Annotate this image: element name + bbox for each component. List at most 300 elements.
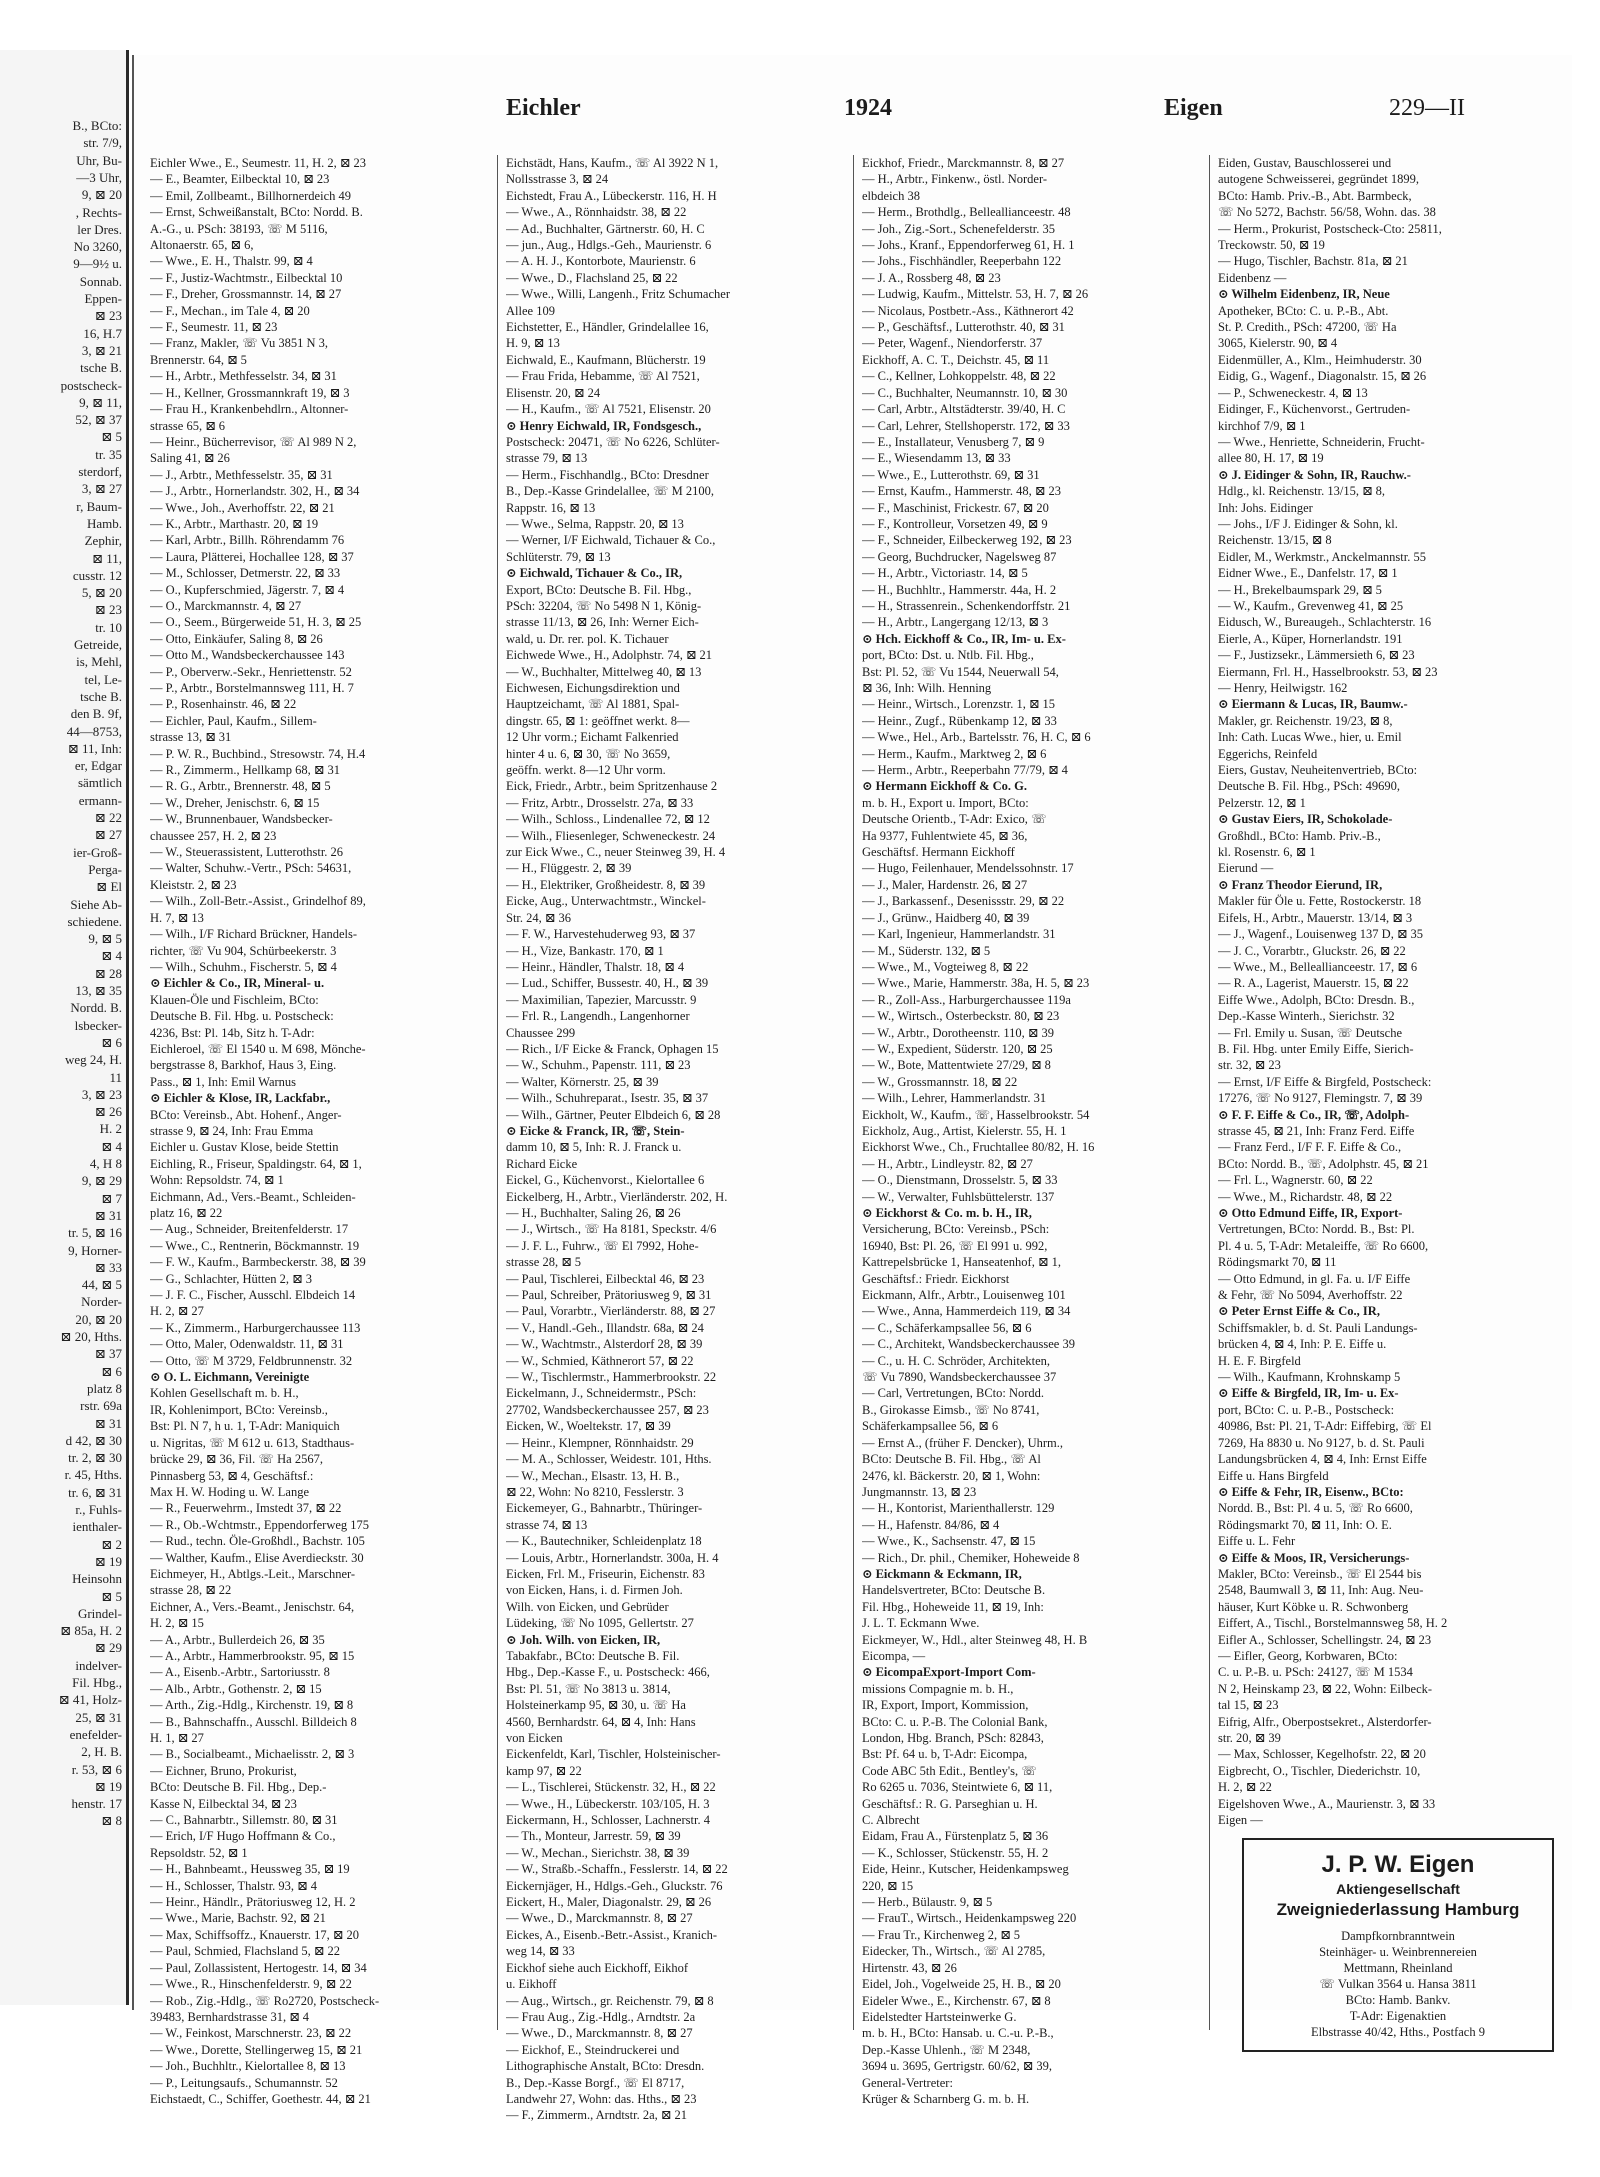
directory-entry: Eickes, A., Eisenb.-Betr.-Assist., Kranich-: [506, 1927, 718, 1942]
directory-entry: — Wilh., Fliesenleger, Schweneckestr. 24: [506, 828, 716, 843]
directory-entry: — F., Kontrolleur, Vorsetzen 49, ⊠ 9: [862, 516, 1048, 531]
directory-entry: ⊙ Eichler & Co., IR, Mineral- u.: [150, 976, 325, 991]
directory-entry: Geschäftsf.: R. G. Parseghian u. H.: [862, 1796, 1038, 1811]
directory-entry: BCto: Hamb. Priv.-B., Abt. Barmbeck,: [1218, 188, 1412, 203]
previous-page-fragment: 3, ⊠ 23: [81, 1086, 122, 1102]
header-page-number: 229—II: [1389, 95, 1465, 121]
previous-page-fragment: str. 7/9,: [83, 135, 122, 151]
previous-page-fragment: ermann-: [78, 792, 122, 808]
directory-page: [132, 55, 1572, 2123]
directory-entry: BCto: C. u. P.-B. The Colonial Bank,: [862, 1714, 1048, 1729]
directory-entry: — Herm., Prokurist, Postscheck-Cto: 25811,: [1218, 221, 1442, 236]
previous-page-fragment: 3, ⊠ 27: [81, 481, 122, 497]
directory-entry: Eiffert, A., Tischl., Borstelmannsweg 58, H. 2: [1218, 1616, 1448, 1631]
directory-entry: — Wwe., Hel., Arb., Bartelsstr. 76, H. C, ⊠ 6: [862, 730, 1091, 745]
directory-entry: — Rud., techn. Öle-Großhdl., Bachstr. 105: [150, 1534, 365, 1549]
previous-page-fragment: ⊠ 37: [94, 1346, 122, 1362]
directory-entry: damm 10, ⊠ 5, Inh: R. J. Franck u.: [506, 1140, 682, 1155]
previous-page-fragment: ⊠ 33: [94, 1259, 122, 1275]
directory-entry: Eiffe u. L. Fehr: [1218, 1534, 1296, 1549]
previous-page-fragment: 3, ⊠ 21: [81, 342, 122, 358]
directory-entry: — J. F. C., Fischer, Ausschl. Elbdeich 14: [150, 1288, 356, 1303]
directory-entry: — W., Schmied, Käthnerort 57, ⊠ 22: [506, 1353, 694, 1368]
directory-entry: — Rich., I/F Eicke & Franck, Ophagen 15: [506, 1041, 719, 1056]
directory-entry: — Emil, Zollbeamt., Billhornerdeich 49: [150, 188, 352, 203]
previous-page-fragment: Grindel-: [77, 1605, 122, 1621]
directory-entry: — Otto, Maler, Odenwaldstr. 11, ⊠ 31: [150, 1337, 344, 1352]
directory-entry: Saling 41, ⊠ 26: [150, 451, 230, 466]
directory-entry: Pinnasberg 53, ⊠ 4, Geschäftsf.:: [150, 1468, 314, 1483]
directory-entry: Eicken, W., Woeltekstr. 17, ⊠ 39: [506, 1419, 671, 1434]
previous-page-fragment: platz 8: [86, 1380, 122, 1396]
previous-page-fragment: 13, ⊠ 35: [75, 983, 122, 998]
directory-entry: Eichstedt, Frau A., Lübeckerstr. 116, H. H: [506, 188, 717, 203]
ad-company-type: Aktiengesellschaft: [1336, 1881, 1460, 1898]
directory-entry: — Heinr., Zugf., Rübenkamp 12, ⊠ 33: [862, 713, 1057, 728]
directory-entry: — Wwe., D., Marckmannstr. 8, ⊠ 27: [506, 1911, 693, 1926]
directory-entry: Hauptzeichamt, ☏ Al 1881, Spal-: [506, 697, 680, 712]
directory-entry: — Eichler, Paul, Kaufm., Sillem-: [150, 713, 317, 728]
directory-entry: — A. H. J., Kontorbote, Maurienstr. 6: [506, 254, 696, 269]
directory-entry: — K., Bautechniker, Schleidenplatz 18: [506, 1534, 702, 1549]
previous-page-fragment: Zephir,: [84, 533, 122, 549]
directory-entry: Holsteinerkamp 95, ⊠ 30, u. ☏ Ha: [506, 1698, 686, 1713]
directory-entry: — J., Wirtsch., ☏ Ha 8181, Speckstr. 4/6: [506, 1222, 717, 1237]
previous-page-fragment: ⊠ 20, Hths.: [60, 1329, 122, 1344]
directory-entry: — Herm., Kaufm., Marktweg 2, ⊠ 6: [862, 746, 1047, 761]
directory-entry: — W., Feinkost, Marschnerstr. 23, ⊠ 22: [150, 2026, 352, 2041]
previous-page-fragment: ⊠ 6: [101, 1363, 122, 1379]
directory-entry: Makler, BCto: Vereinsb., ☏ El 2544 bis: [1218, 1566, 1422, 1581]
directory-entry: J. L. T. Eckmann Wwe.: [862, 1616, 980, 1631]
directory-entry: — Carl, Lehrer, Stellshoperstr. 172, ⊠ 33: [862, 418, 1070, 433]
directory-entry: weg 14, ⊠ 33: [506, 1944, 575, 1959]
directory-entry: Eichwald, E., Kaufmann, Blücherstr. 19: [506, 352, 706, 367]
directory-entry: Eiffe Wwe., Adolph, BCto: Dresdn. B.,: [1218, 992, 1415, 1007]
directory-entry: — W., Dreher, Jenischstr. 6, ⊠ 15: [150, 795, 320, 810]
previous-page-fragment: schiedene.: [67, 913, 122, 929]
previous-page-fragment: tr. 2, ⊠ 30: [68, 1450, 122, 1466]
directory-entry: — Walter, Schuhw.-Vertr., PSch: 54631,: [150, 861, 352, 876]
directory-entry: B., Girokasse Eimsb., ☏ No 8741,: [862, 1402, 1040, 1417]
directory-entry: von Eicken: [506, 1731, 563, 1745]
directory-entry: — Frau Frida, Hebamme, ☏ Al 7521,: [506, 369, 700, 384]
directory-entry: str. 32, ⊠ 23: [1218, 1058, 1281, 1073]
directory-entry: — Wilh., Schuhm., Fischerstr. 5, ⊠ 4: [150, 959, 337, 974]
directory-entry: kirchhof 7/9, ⊠ 1: [1218, 418, 1306, 433]
directory-entry: Reichenstr. 13/15, ⊠ 8: [1218, 533, 1332, 548]
directory-entry: — jun., Aug., Hdlgs.-Geh., Maurienstr. 6: [506, 238, 712, 253]
directory-entry: — Wwe., E. H., Thalstr. 99, ⊠ 4: [150, 254, 313, 269]
directory-entry: Eichstaedt, C., Schiffer, Goethestr. 44, ⊠ 21: [150, 2091, 371, 2106]
directory-entry: ⊙ Henry Eichwald, IR, Fondsgesch.,: [506, 418, 702, 433]
directory-entry: 3694 u. 3695, Gertrigstr. 60/62, ⊠ 39,: [862, 2059, 1052, 2074]
directory-entry: — J., Grünw., Haidberg 40, ⊠ 39: [862, 910, 1030, 925]
previous-page-fragment: ⊠ 6: [101, 1034, 122, 1050]
directory-entry: Ha 9377, Fuhlentwiete 45, ⊠ 36,: [862, 828, 1028, 843]
directory-entry: — B., Socialbeamt., Michaelisstr. 2, ⊠ 3: [150, 1747, 355, 1762]
directory-entry: — J., Maler, Hardenstr. 26, ⊠ 27: [862, 877, 1028, 892]
directory-entry: — F., Zimmerm., Arndtstr. 2a, ⊠ 21: [506, 2108, 687, 2123]
previous-page-fragment: 52, ⊠ 37: [75, 412, 122, 428]
directory-entry: — Wwe., M., Richardstr. 48, ⊠ 22: [1218, 1189, 1393, 1204]
directory-entry: — H., Schlosser, Thalstr. 93, ⊠ 4: [150, 1878, 318, 1893]
directory-entry: — C., u. H. C. Schröder, Architekten,: [862, 1353, 1051, 1368]
previous-page-fragment: ⊠ 4: [101, 948, 122, 964]
column-1: [150, 155, 490, 2107]
directory-entry: — Georg, Buchdrucker, Nagelsweg 87: [862, 549, 1057, 564]
directory-entry: — H., Arbtr., Finkenw., östl. Norder-: [862, 172, 1048, 187]
directory-entry: u. Nigritas, ☏ M 612 u. 613, Stadthaus-: [150, 1435, 355, 1450]
previous-page-fragment: tr. 35: [95, 446, 122, 462]
directory-entry: Hirtenstr. 43, ⊠ 26: [862, 1960, 957, 1975]
directory-entry: Versicherung, BCto: Vereinsb., PSch:: [862, 1222, 1050, 1237]
directory-entry: missions Compagnie m. b. H.,: [862, 1681, 1014, 1696]
directory-entry: ⊙ Gustav Eiers, IR, Schokolade-: [1218, 812, 1393, 827]
directory-entry: Eickmann, Alfr., Arbtr., Louisenweg 101: [862, 1288, 1066, 1303]
previous-page-fragment: r. 45, Hths.: [64, 1467, 122, 1483]
previous-page-fragment: 9, ⊠ 29: [81, 1173, 122, 1189]
directory-entry: Eicompa, —: [862, 1648, 926, 1663]
directory-entry: Eickholz, Aug., Artist, Kielerstr. 55, H. 1: [862, 1123, 1067, 1138]
directory-entry: Eierle, A., Küper, Hornerlandstr. 191: [1218, 631, 1403, 646]
directory-entry: — Herm., Brothdlg., Belleallianceestr. 48: [862, 205, 1071, 220]
directory-entry: — F. W., Harvestehuderweg 93, ⊠ 37: [506, 927, 696, 942]
directory-entry: — Wwe., Dorette, Stellingerweg 15, ⊠ 21: [150, 2042, 363, 2057]
ad-line: T-Adr: Eigenaktien: [1349, 2009, 1447, 2024]
directory-entry: — FrauT., Wirtsch., Heidenkampsweg 220: [862, 1911, 1077, 1926]
directory-entry: — H., Kontorist, Marienthallerstr. 129: [862, 1501, 1055, 1516]
directory-entry: — Otto M., Wandsbeckerchaussee 143: [150, 648, 345, 663]
directory-entry: — Ernst A., (früher F. Dencker), Uhrm.,: [862, 1435, 1064, 1450]
previous-page-fragment: ⊠ 31: [94, 1207, 122, 1223]
directory-entry: Wilh. von Eicken, und Gebrüder: [506, 1599, 669, 1614]
directory-entry: Eiffe u. Hans Birgfeld: [1218, 1468, 1329, 1483]
directory-entry: Schiffsmakler, b. d. St. Pauli Landungs-: [1218, 1320, 1418, 1335]
directory-entry: elbdeich 38: [862, 188, 920, 203]
directory-entry: Pl. 4 u. 5, T-Adr: Metaleiffe, ☏ Ro 6600,: [1218, 1238, 1429, 1253]
directory-entry: Max H. W. Hoding u. W. Lange: [150, 1484, 310, 1499]
directory-entry: — H., Buchhltr., Hammerstr. 44a, H. 2: [862, 582, 1057, 597]
directory-entry: ⊙ Joh. Wilh. von Eicken, IR,: [506, 1632, 661, 1647]
directory-entry: häuser, Kurt Köbke u. R. Schwonberg: [1218, 1599, 1409, 1614]
directory-entry: — Eichner, Bruno, Prokurist,: [150, 1763, 297, 1778]
previous-page-fragment: is, Mehl,: [76, 654, 122, 670]
directory-entry: Bst: Pf. 64 u. b, T-Adr: Eicompa,: [862, 1747, 1028, 1762]
directory-entry: A.-G., u. PSch: 38193, ☏ M 5116,: [150, 221, 328, 236]
directory-entry: Lüdeking, ☏ No 1095, Gellertstr. 27: [506, 1616, 694, 1631]
directory-entry: Eichwede Wwe., H., Adolphstr. 74, ⊠ 21: [506, 648, 713, 663]
directory-entry: von Eicken, Hans, i. d. Firmen Joh.: [506, 1583, 683, 1598]
directory-entry: strasse 65, ⊠ 6: [150, 418, 226, 433]
directory-entry: — Rich., Dr. phil., Chemiker, Hoheweide 8: [862, 1550, 1080, 1565]
directory-entry: — P., Geschäftsf., Lutterothstr. 40, ⊠ 31: [862, 320, 1065, 335]
directory-entry: ⊙ Eiffe & Birgfeld, IR, Im- u. Ex-: [1218, 1386, 1399, 1401]
directory-entry: m. b. H., BCto: Hansab. u. C.-u. P.-B.,: [862, 2026, 1054, 2041]
directory-entry: — F., Justizsekr., Lämmersieth 6, ⊠ 23: [1218, 648, 1415, 663]
directory-entry: Postscheck: 20471, ☏ No 6226, Schlüter-: [506, 434, 720, 449]
directory-entry: Eichleroel, ☏ El 1540 u. M 698, Mönche-: [150, 1041, 366, 1056]
previous-page-fragment: ⊠ 27: [94, 827, 122, 843]
directory-entry: Eickhorst Wwe., Ch., Fruchtallee 80/82, H. 16: [862, 1140, 1095, 1155]
directory-entry: — K., Zimmerm., Harburgerchaussee 113: [150, 1320, 361, 1335]
directory-entry: Schäferkampsallee 56, ⊠ 6: [862, 1419, 999, 1434]
directory-entry: & Fehr, ☏ No 5094, Averhoffstr. 22: [1218, 1288, 1403, 1303]
directory-entry: 12 Uhr vorm.; Eichamt Falkenried: [506, 730, 679, 745]
directory-entry: — Wwe., Marie, Hammerstr. 38a, H. 5, ⊠ 23: [862, 976, 1090, 991]
directory-entry: Rödingsmarkt 70, ⊠ 11, Inh: O. E.: [1218, 1517, 1392, 1532]
previous-page-fragment: ⊠ 11,: [92, 550, 122, 566]
directory-entry: brücken 4, ⊠ 4, Inh: P. E. Eiffe u.: [1218, 1337, 1387, 1352]
directory-entry: Treckowstr. 50, ⊠ 19: [1218, 238, 1325, 253]
directory-entry: Geschäftsf.: Friedr. Eickhorst: [862, 1271, 1010, 1286]
directory-entry: H. 2, ⊠ 27: [150, 1304, 204, 1319]
column-4: [1218, 155, 1558, 2052]
directory-entry: — O., Seem., Bürgerweide 51, H. 3, ⊠ 25: [150, 615, 362, 630]
directory-entry: Eichstetter, E., Händler, Grindelallee 16,: [506, 320, 709, 335]
directory-entry: — R., Zimmerm., Hellkamp 68, ⊠ 31: [150, 763, 340, 778]
directory-entry: — M. A., Schlosser, Weidestr. 101, Hths.: [506, 1452, 712, 1467]
directory-entry: Inh: Johs. Eidinger: [1218, 500, 1313, 515]
directory-entry: ⊙ Eiermann & Lucas, IR, Baumw.-: [1218, 697, 1408, 712]
previous-page-fragment: tr. 5, ⊠ 16: [68, 1225, 122, 1241]
directory-entry: wald, u. Dr. rer. pol. K. Tichauer: [506, 631, 669, 646]
directory-entry: port, BCto: Dst. u. Ntlb. Fil. Hbg.,: [862, 648, 1034, 663]
directory-entry: Eick, Friedr., Arbtr., beim Spritzenhause 2: [506, 779, 718, 794]
directory-entry: — Henry, Heilwigstr. 162: [1218, 681, 1348, 695]
previous-page-fragment: 2, H. B.: [81, 1744, 122, 1760]
directory-entry: — R., Feuerwehrm., Imstedt 37, ⊠ 22: [150, 1501, 342, 1516]
previous-page-fragment: ⊠ 11, Inh:: [67, 740, 122, 756]
directory-entry: Eidelstedter Hartsteinwerke G.: [862, 2009, 1017, 2024]
directory-entry: — J. A., Rossberg 48, ⊠ 23: [862, 270, 1001, 285]
directory-entry: H. E. F. Birgfeld: [1218, 1353, 1301, 1368]
directory-entry: — Werner, I/F Eichwald, Tichauer & Co.,: [506, 533, 716, 548]
directory-entry: — Laura, Plätterei, Hochallee 128, ⊠ 37: [150, 549, 354, 564]
directory-entry: C. u. P.-B. u. PSch: 24127, ☏ M 1534: [1218, 1665, 1413, 1680]
previous-page-fragment: den B. 9f,: [70, 706, 122, 722]
ad-line: Dampfkornbranntwein: [1341, 1929, 1455, 1944]
directory-entry: C. Albrecht: [862, 1813, 920, 1828]
previous-page-fragment: No 3260,: [73, 239, 122, 255]
previous-page-fragment: ⊠ 19: [94, 1778, 122, 1794]
directory-entry: — Wwe., A., Rönnhaidstr. 38, ⊠ 22: [506, 205, 687, 220]
directory-entry: H. 2, ⊠ 22: [1218, 1780, 1272, 1795]
directory-entry: Jungmannstr. 13, ⊠ 23: [862, 1484, 977, 1499]
directory-entry: — H., Arbtr., Victoriastr. 14, ⊠ 5: [862, 566, 1028, 581]
directory-entry: — P., Rosenhainstr. 46, ⊠ 22: [150, 697, 297, 712]
directory-entry: 39483, Bernhardstrasse 31, ⊠ 4: [150, 2009, 310, 2024]
previous-page-fragment: ⊠ El: [96, 879, 122, 895]
directory-entry: — H., Strassenrein., Schenkendorffstr. 21: [862, 598, 1071, 613]
directory-entry: Kleiststr. 2, ⊠ 23: [150, 877, 237, 892]
directory-entry: — P., Oberverw.-Sekr., Henriettenstr. 52: [150, 664, 352, 679]
directory-entry: — W., Buchhalter, Mittelweg 40, ⊠ 13: [506, 664, 702, 679]
directory-entry: General-Vertreter:: [862, 2075, 953, 2090]
previous-page-fragment: tsche B.: [80, 360, 122, 376]
directory-entry: — Max, Schiffsoffz., Knauerstr. 17, ⊠ 20: [150, 1927, 359, 1942]
directory-entry: — J., Arbtr., Methfesselstr. 35, ⊠ 31: [150, 467, 333, 482]
directory-entry: Eichmeyer, H., Abtlgs.-Leit., Marschner-: [150, 1566, 356, 1581]
directory-entry: str. 20, ⊠ 39: [1218, 1731, 1281, 1745]
directory-entry: Eichler u. Gustav Klose, beide Stettin: [150, 1140, 339, 1155]
directory-entry: Rappstr. 16, ⊠ 13: [506, 500, 596, 515]
directory-entry: Eidig, G., Wagenf., Diagonalstr. 15, ⊠ 26: [1218, 369, 1427, 384]
directory-entry: — Wwe., Henriette, Schneiderin, Frucht-: [1218, 434, 1425, 449]
directory-entry: geöffn. werkt. 8—12 Uhr vorm.: [506, 763, 666, 778]
directory-entry: — Heinr., Händlr., Prätoriusweg 12, H. 2: [150, 1895, 356, 1910]
directory-entry: Bst: Pl. N 7, h u. 1, T-Adr: Maniquich: [150, 1419, 340, 1434]
directory-entry: — Wilh., Gärtner, Peuter Elbdeich 6, ⊠ 28: [506, 1107, 721, 1122]
directory-entry: — Alb., Arbtr., Gothenstr. 2, ⊠ 15: [150, 1681, 322, 1696]
directory-entry: 4560, Bernhardstr. 64, ⊠ 4, Inh: Hans: [506, 1714, 696, 1729]
previous-page-fragment: sämtlich: [77, 775, 122, 791]
directory-entry: Eidenbenz —: [1218, 270, 1287, 285]
directory-entry: — Wwe., D., Flachsland 25, ⊠ 22: [506, 270, 678, 285]
directory-entry: Landungsbrücken 4, ⊠ 4, Inh: Ernst Eiffe: [1218, 1452, 1427, 1467]
directory-entry: 220, ⊠ 15: [862, 1878, 914, 1893]
directory-entry: Eichstädt, Hans, Kaufm., ☏ Al 3922 N 1,: [506, 156, 719, 170]
directory-entry: — Paul, Zollassistent, Hertogestr. 14, ⊠ 34: [150, 1960, 367, 1975]
ad-line: Steinhäger- u. Weinbrennereien: [1319, 1945, 1477, 1960]
previous-page-fragment: ⊠ 5: [101, 1588, 122, 1604]
directory-entry: — H., Brekelbaumspark 29, ⊠ 5: [1218, 582, 1382, 597]
previous-page-fragment: ⊠ 7: [101, 1190, 122, 1206]
directory-entry: Hdlg., kl. Reichenstr. 13/15, ⊠ 8,: [1218, 484, 1386, 499]
directory-entry: — H., Arbtr., Methfesselstr. 34, ⊠ 31: [150, 369, 337, 384]
directory-entry: — Rob., Zig.-Hdlg., ☏ Ro2720, Postscheck-: [150, 1993, 380, 2008]
ad-line: BCto: Hamb. Bankv.: [1345, 1993, 1451, 2008]
previous-page-fragment: ⊠ 29: [94, 1640, 122, 1656]
column-divider: [1209, 155, 1210, 2030]
directory-entry: BCto: Nordd. B., ☏, Adolphstr. 45, ⊠ 21: [1218, 1156, 1429, 1171]
directory-entry: — Wilh., Schuhreparat., Isestr. 35, ⊠ 37: [506, 1091, 709, 1106]
directory-entry: strasse 11/13, ⊠ 26, Inh: Werner Eich-: [506, 615, 699, 630]
directory-entry: N 2, Heinskamp 23, ⊠ 22, Wohn: Eilbeck-: [1218, 1681, 1433, 1696]
directory-entry: — Wwe., Willi, Langenh., Fritz Schumacher: [506, 287, 730, 302]
directory-entry: — W., Expedient, Süderstr. 120, ⊠ 25: [862, 1041, 1053, 1056]
directory-entry: ☏ Vu 7890, Wandsbeckerchaussee 37: [862, 1370, 1057, 1385]
previous-page-fragment: ⊠ 4: [101, 1138, 122, 1154]
previous-page-fragment: ⊠ 23: [94, 602, 122, 618]
directory-entry: — H., Kaufm., ☏ Al 7521, Elisenstr. 20: [506, 402, 711, 417]
directory-entry: Wohn: Repsoldstr. 74, ⊠ 1: [150, 1173, 284, 1188]
directory-entry: — Hugo, Feilenhauer, Mendelssohnstr. 17: [862, 861, 1074, 876]
directory-entry: bergstrasse 8, Barkhof, Haus 3, Eing.: [150, 1058, 337, 1073]
directory-entry: — W., Wachtmstr., Alsterdorf 28, ⊠ 39: [506, 1337, 703, 1352]
directory-entry: Fil. Hbg., Hoheweide 11, ⊠ 19, Inh:: [862, 1599, 1044, 1614]
directory-entry: Export, BCto: Deutsche B. Fil. Hbg.,: [506, 582, 692, 597]
directory-entry: — H., Vize, Bankastr. 170, ⊠ 1: [506, 943, 664, 958]
directory-entry: ⊙ Peter Ernst Eiffe & Co., IR,: [1218, 1304, 1380, 1319]
ad-line: Elbstrasse 40/42, Hths., Postfach 9: [1311, 2025, 1485, 2040]
column-2: [506, 155, 846, 2124]
directory-entry: — Wwe., Anna, Hammerdeich 119, ⊠ 34: [862, 1304, 1071, 1319]
eigen-advertisement: [1242, 1838, 1554, 2052]
directory-entry: Hbg., Dep.-Kasse F., u. Postscheck: 466,: [506, 1665, 710, 1680]
directory-entry: — K., Arbtr., Marthastr. 20, ⊠ 19: [150, 516, 319, 531]
directory-entry: — Frau Tr., Kirchenweg 2, ⊠ 5: [862, 1927, 1021, 1942]
directory-entry: — Carl, Arbtr., Altstädterstr. 39/40, H. C: [862, 402, 1066, 417]
directory-entry: u. Eikhoff: [506, 1977, 557, 1992]
previous-page-fragment: 4, H 8: [89, 1156, 122, 1171]
directory-entry: — Wwe., Selma, Rappstr. 20, ⊠ 13: [506, 516, 684, 531]
directory-entry: Eifler A., Schlosser, Schellingstr. 24, ⊠ 23: [1218, 1632, 1432, 1647]
directory-entry: — W., Wirtsch., Osterbeckstr. 80, ⊠ 23: [862, 1009, 1060, 1024]
directory-entry: richter, ☏ Vu 904, Schürbeekerstr. 3: [150, 943, 337, 958]
directory-entry: Schlüterstr. 79, ⊠ 13: [506, 549, 611, 564]
directory-entry: Apotheker, BCto: C. u. P.-B., Abt.: [1218, 303, 1389, 318]
previous-page-fragment: r, Baum-: [76, 498, 122, 514]
directory-entry: Eickhof, Friedr., Marckmannstr. 8, ⊠ 27: [862, 156, 1065, 170]
previous-page-fragment: enefelder-: [69, 1726, 122, 1742]
directory-entry: — Paul, Vorarbtr., Vierländerstr. 88, ⊠ 27: [506, 1304, 716, 1319]
directory-entry: Richard Eicke: [506, 1156, 578, 1171]
directory-entry: ⊙ Eickhorst & Co. m. b. H., IR,: [862, 1206, 1032, 1220]
directory-entry: Eifrig, Alfr., Oberpostsekret., Alsterdorfer-: [1218, 1714, 1432, 1729]
directory-entry: — Wilh., Schloss., Lindenallee 72, ⊠ 12: [506, 812, 710, 827]
previous-page-fragment: d 42, ⊠ 30: [65, 1432, 122, 1448]
directory-entry: — W., Grossmannstr. 18, ⊠ 22: [862, 1074, 1018, 1089]
directory-entry: — Paul, Schmied, Flachsland 5, ⊠ 22: [150, 1944, 340, 1959]
previous-page-fragment: tel, Le-: [84, 671, 122, 687]
previous-page-fragment: ⊠ 41, Holz-: [58, 1692, 122, 1708]
directory-entry: kl. Rosenstr. 6, ⊠ 1: [1218, 845, 1316, 860]
directory-entry: Eickelberg, H., Arbtr., Vierländerstr. 202, H.: [506, 1189, 728, 1204]
directory-entry: Eickenfeldt, Karl, Tischler, Holsteinischer-: [506, 1747, 721, 1762]
previous-page-fragment: H. 2: [99, 1121, 122, 1137]
directory-entry: Eigelshoven Wwe., A., Maurienstr. 3, ⊠ 33: [1218, 1796, 1436, 1811]
directory-entry: H. 7, ⊠ 13: [150, 910, 204, 925]
directory-entry: — R., Ob.-Wchtmstr., Eppendorferweg 175: [150, 1517, 370, 1532]
directory-entry: — W., Straßb.-Schaffn., Fesslerstr. 14, ⊠ 22: [506, 1862, 728, 1877]
previous-page-fragment: ⊠ 85a, H. 2: [60, 1623, 122, 1639]
directory-entry: — Ad., Buchhalter, Gärtnerstr. 60, H. C: [506, 221, 705, 236]
directory-entry: Kasse N, Eilbecktal 34, ⊠ 23: [150, 1796, 297, 1811]
previous-page-fragment: B., BCto:: [72, 118, 122, 133]
directory-entry: — Herb., Bülaustr. 9, ⊠ 5: [862, 1895, 993, 1910]
column-divider: [853, 155, 854, 2030]
directory-entry: — Walther, Kaufm., Elise Averdieckstr. 30: [150, 1550, 364, 1565]
directory-entry: Großhdl., BCto: Hamb. Priv.-B.,: [1218, 828, 1381, 843]
directory-entry: Eichner, A., Vers.-Beamt., Jenischstr. 64,: [150, 1599, 355, 1614]
directory-entry: — Frl. R., Langendh., Langenhorner: [506, 1009, 690, 1024]
header-year: 1924: [844, 95, 892, 121]
directory-entry: — Carl, Vertretungen, BCto: Nordd.: [862, 1386, 1045, 1401]
directory-entry: Eidinger, F., Küchenvorst., Gertruden-: [1218, 402, 1411, 417]
directory-entry: B., Dep.-Kasse Grindelallee, ☏ M 2100,: [506, 484, 714, 499]
directory-entry: Eickert, H., Maler, Diagonalstr. 29, ⊠ 26: [506, 1895, 712, 1910]
directory-entry: — Heinr., Bücherrevisor, ☏ Al 989 N 2,: [150, 434, 357, 449]
directory-entry: — W., Arbtr., Dorotheenstr. 110, ⊠ 39: [862, 1025, 1054, 1040]
directory-entry: — J. C., Vorarbtr., Gluckstr. 26, ⊠ 22: [1218, 943, 1406, 958]
directory-entry: — Paul, Tischlerei, Eilbecktal 46, ⊠ 23: [506, 1271, 705, 1286]
column-divider: [497, 155, 498, 2030]
previous-page-fragment: Getreide,: [73, 637, 122, 652]
directory-entry: — Wwe., Marie, Bachstr. 92, ⊠ 21: [150, 1911, 326, 1926]
directory-entry: — W., Schuhm., Papenstr. 111, ⊠ 23: [506, 1058, 691, 1073]
directory-entry: Eidecker, Th., Wirtsch., ☏ Al 2785,: [862, 1944, 1046, 1959]
directory-entry: — Joh., Zig.-Sort., Schenefelderstr. 35: [862, 221, 1056, 236]
directory-entry: IR, Kohlenimport, BCto: Vereinsb.,: [150, 1402, 328, 1417]
previous-page-fragment: Sonnab.: [79, 273, 122, 289]
directory-entry: platz 16, ⊠ 22: [150, 1206, 223, 1220]
previous-page-fragment: postscheck-: [60, 377, 122, 393]
directory-entry: strasse 13, ⊠ 31: [150, 730, 232, 745]
directory-entry: BCto: Vereinsb., Abt. Hohenf., Anger-: [150, 1107, 342, 1122]
directory-entry: — Hugo, Tischler, Bachstr. 81a, ⊠ 21: [1218, 254, 1408, 269]
directory-entry: H. 1, ⊠ 27: [150, 1731, 204, 1745]
